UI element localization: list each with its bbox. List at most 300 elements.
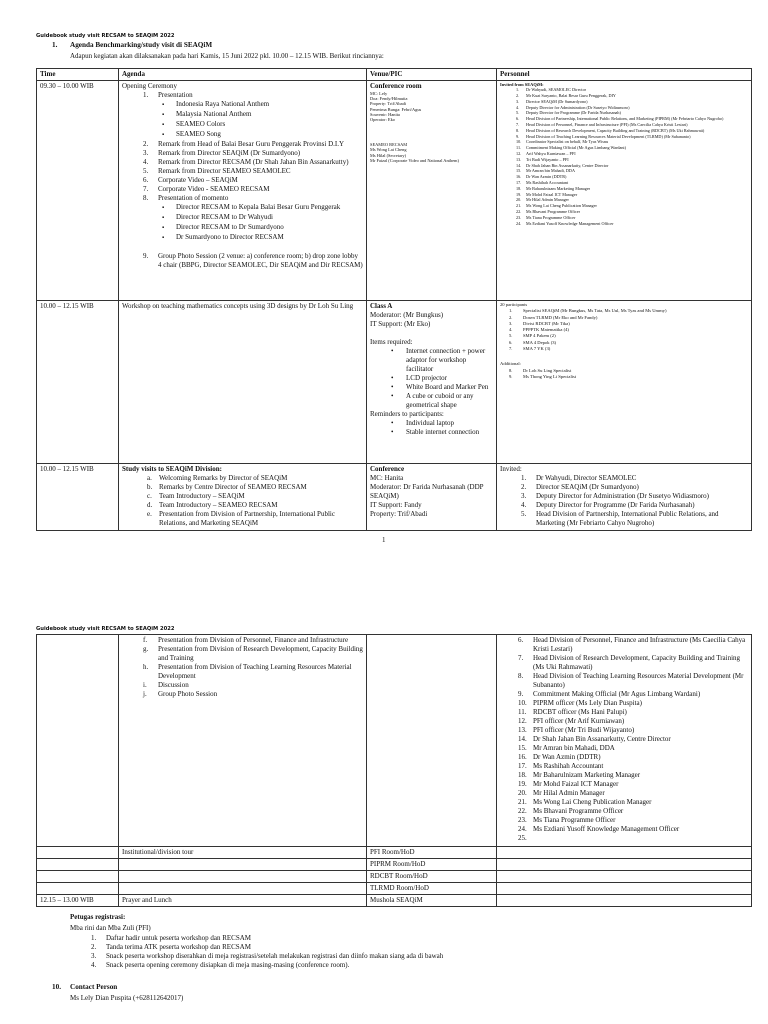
bullet-icon	[162, 203, 176, 213]
venue-line: Property: Trif/Abadi	[370, 101, 406, 107]
item-text: IT Support: (Mr Eko)	[370, 320, 431, 328]
item-text: Coordinator Specialist on behalf, Mr Tyas Wisnu	[526, 139, 609, 145]
venue-line: MC: Lely	[370, 91, 388, 96]
item-number: 2.	[509, 314, 513, 320]
item-number: 17.	[516, 179, 522, 185]
item-number: e.	[147, 510, 152, 518]
personnel-item	[500, 825, 748, 834]
item-number: 10.	[518, 699, 527, 707]
table-row-tour	[37, 859, 752, 871]
venue-line: MC: Hanita	[370, 474, 404, 482]
item-number: 19.	[518, 780, 527, 788]
item-text: Arif Wahyu Kurniawan – PFI	[526, 150, 576, 156]
item-number: 9.	[509, 373, 513, 379]
item-text: Ms Rashihah Accountant	[526, 179, 569, 185]
agenda-item	[122, 100, 363, 110]
venue-line: Ms Wong Lai Cheng	[370, 147, 407, 153]
venue-line: Property: Trif/Abadi	[370, 510, 428, 518]
item-text: Commitment Making Official (Mr Agus Limbang Wardani)	[526, 145, 626, 151]
personnel-item	[500, 798, 748, 807]
item-text: Ms Rashihah Accountant	[533, 762, 604, 770]
time-cell	[37, 847, 119, 859]
table-row-tour	[37, 871, 752, 883]
item-number: 4.	[516, 104, 520, 110]
registration-item	[70, 952, 670, 961]
bullet-icon	[391, 374, 406, 383]
item-number: 19.	[516, 191, 522, 197]
item-text: Presentation from Division of Partnership, International Public Relations, and Marketing SEAQiM	[159, 510, 335, 527]
item-number: 24.	[516, 220, 522, 226]
running-header: Guidebook study visit RECSAM to SEAQiM 2022	[36, 33, 175, 39]
venue-cell	[367, 464, 497, 531]
item-number: 13.	[518, 726, 527, 734]
agenda-item	[122, 194, 363, 203]
item-text: Head Division of Partnership, International Public Relations, and Marketing (PIPRM) (Mr Febriarto Cahyo Nugroho)	[526, 116, 724, 122]
item-number: a.	[147, 474, 152, 482]
item-number: f.	[143, 636, 148, 644]
item-number: 14.	[516, 162, 522, 168]
agenda-item	[122, 501, 363, 510]
item-text: Tri Budi Wijayanto – PFI	[526, 156, 569, 162]
item-text: Ms Ezdiani Yusoff Knowledge Management Officer	[526, 220, 614, 226]
personnel-heading: Invited:	[500, 465, 522, 473]
time-cell	[37, 635, 119, 847]
personnel-item-list	[500, 302, 748, 380]
item-number: 9.	[518, 690, 524, 698]
item-number: i.	[143, 681, 147, 689]
time-cell	[37, 871, 119, 883]
item-text: Head Division of Research Development, Capacity Building and Training (Ms Uki Rahmawati)	[533, 654, 741, 671]
registration-item	[70, 934, 670, 943]
item-text: Deputy Director for Administration (Dr Susetyo Widiasmoro)	[526, 104, 630, 110]
personnel-item	[500, 807, 748, 816]
item-text: LCD projector	[406, 374, 448, 382]
venue-line: IT Support: Fandy	[370, 501, 422, 509]
personnel-item	[500, 474, 748, 483]
agenda-item	[122, 110, 363, 120]
item-text: Additional:	[500, 361, 521, 367]
personnel-cell	[497, 301, 752, 464]
time-cell: 09.30 – 10.00 WIB	[37, 81, 119, 301]
venue-line	[370, 302, 493, 311]
item-number: 15.	[516, 168, 522, 174]
item-text: Presentation	[158, 91, 193, 99]
item-text: Head Division of Teaching Learning Resources Material Development (TLRMD) (Mr Subananto)	[526, 133, 691, 139]
item-text: Remark from Director RECSAM (Dr Shah Jahan Bin Assanarkutty)	[158, 158, 349, 166]
venue-line: Operator: Eko	[370, 117, 395, 123]
item-number: 5.	[143, 167, 149, 175]
venue-line-list	[370, 91, 493, 122]
item-text: White Board and Marker Pen	[406, 383, 489, 391]
item-number: 23.	[516, 214, 522, 220]
col-header-agenda: Agenda	[119, 69, 367, 81]
item-number: 1.	[91, 934, 97, 942]
agenda-item-list	[122, 82, 363, 270]
item-number: 8.	[518, 672, 524, 680]
item-text: Commitment Making Official (Mr Agus Limbang Wardani)	[533, 690, 701, 698]
agenda-item	[122, 233, 363, 243]
item-text: A cube or cuboid or any geometrical shape	[406, 392, 474, 409]
item-number: 8.	[516, 127, 520, 133]
agenda-cell: Institutional/division tour	[119, 847, 367, 859]
item-number: 20.	[516, 197, 522, 203]
item-number: 7.	[518, 654, 524, 662]
bullet-icon	[162, 213, 176, 223]
agenda-item	[122, 510, 363, 528]
item-text: Individual laptop	[406, 419, 455, 427]
item-text: Remarks by Centre Director of SEAMEO RECSAM	[159, 483, 307, 491]
item-number: 2.	[516, 93, 520, 98]
intro-text: Adapun kegiatan akan dilaksanakan pada hari Kamis, 15 Juni 2022 pkl. 10.00 – 12.15 WIB. Berikut rinciannya:	[70, 52, 384, 60]
item-number: 12.	[518, 717, 527, 725]
registration-item-list	[70, 934, 670, 970]
personnel-cell	[497, 883, 752, 895]
item-text: Dr Shah Jahan Bin Assanarkutty, Centre Director	[533, 735, 671, 743]
item-number: 24.	[518, 825, 527, 833]
venue-line	[370, 383, 493, 392]
item-text: Mr Amran bin Mahadi, DDA	[526, 168, 575, 174]
table-row-tour	[37, 883, 752, 895]
item-text: Opening Ceremony	[122, 82, 178, 90]
item-text: Head Division of Personnel, Finance and Infrastructure (PFI) (Ms Caecilia Cahya Kristi Lestari)	[526, 121, 688, 127]
item-number: 4.	[91, 961, 97, 969]
agenda-item	[122, 91, 363, 100]
venue-line-list	[370, 302, 493, 437]
item-text: Head Division of Personnel, Finance and Infrastructure (Ms Caecilia Cahya Kristi Lestari)	[533, 636, 746, 653]
venue-line	[370, 320, 493, 329]
table-row-study-visit	[37, 464, 752, 531]
item-text: Mr Kuat Suryanto, Balai Besar Guru Penggerak, DIY	[526, 93, 616, 98]
venue-line	[370, 410, 493, 419]
venue-line: Ms Hilal (Secretary)	[370, 152, 407, 158]
venue-line	[370, 338, 493, 347]
bullet-icon	[162, 100, 176, 110]
item-text: Internet connection + power adaptor for workshop facilitator	[406, 347, 486, 373]
item-text: Deputy Director for Administration (Dr Susetyo Widiasmoro)	[536, 492, 710, 500]
agenda-item	[122, 243, 363, 252]
col-header-venue: Venue/PIC	[367, 69, 497, 81]
item-number: 8.	[509, 367, 513, 373]
item-text: 20 participants	[500, 302, 528, 307]
agenda-item	[122, 223, 363, 233]
personnel-cell	[497, 464, 752, 531]
agenda-item	[122, 636, 363, 645]
item-text: Director RECSAM to Dr Sumardyono	[176, 223, 284, 231]
item-number: 15.	[518, 744, 527, 752]
item-number: c.	[147, 492, 152, 500]
item-number: 3.	[91, 952, 97, 960]
agenda-item	[122, 645, 363, 663]
personnel-item	[500, 717, 748, 726]
item-text: Moderator: (Mr Bungkus)	[370, 311, 444, 319]
item-number: 7.	[516, 121, 520, 127]
personnel-item	[500, 636, 748, 654]
agenda-item	[122, 483, 363, 492]
item-number: 18.	[518, 771, 527, 779]
personnel-item	[500, 690, 748, 699]
personnel-item-list	[500, 636, 748, 843]
item-text: PPPPTK Matematika (4)	[523, 327, 569, 333]
item-text: Head Division of Teaching Learning Resources Material Development (Mr Subananto)	[533, 672, 744, 689]
venue-title: Conference	[370, 465, 405, 473]
item-text: SMA 4 Depok (3)	[523, 339, 557, 345]
item-text: Ms Tiana Programme Officer	[526, 214, 576, 220]
item-number: b.	[147, 483, 153, 491]
agenda-cell: Workshop on teaching mathematics concepts using 3D designs by Dr Loh Su Ling	[119, 301, 367, 464]
bullet-icon	[162, 110, 176, 120]
item-number: 17.	[518, 762, 527, 770]
agenda-cell	[119, 871, 367, 883]
item-text: Dr Wahyudi, SEAMOLEC Director	[526, 87, 587, 93]
item-number: 9.	[516, 133, 520, 139]
item-text: Welcoming Remarks by Director of SEAQiM	[159, 474, 288, 482]
agenda-item	[122, 176, 363, 185]
item-text: Presentation from Division of Teaching Learning Resources Material Development	[158, 663, 352, 680]
item-text: Discussion	[158, 681, 189, 689]
item-text: RDCBT officer (Ms Hani Palupi)	[533, 708, 627, 716]
item-number: g.	[143, 645, 149, 653]
time-cell	[37, 859, 119, 871]
venue-line	[370, 392, 493, 410]
item-text: Remark from Director SEAQiM (Dr Sumardyono)	[158, 149, 301, 157]
contact-title: Contact Person	[70, 983, 118, 991]
agenda-cell	[119, 464, 367, 531]
bullet-icon	[391, 419, 406, 428]
item-text: Stable internet connection	[406, 428, 480, 436]
time-cell: 10.00 – 12.15 WIB	[37, 301, 119, 464]
agenda-table-continued	[36, 634, 752, 907]
personnel-item	[500, 374, 748, 380]
item-number: 4.	[143, 158, 149, 166]
registration-staff: Mba rini dan Mba Zuli (PFI)	[70, 924, 151, 932]
item-number: 5.	[516, 110, 520, 116]
venue-line: Souvenir: Hanita	[370, 111, 400, 117]
contact-value: Ms Lely Dian Puspita (+628112642017)	[70, 994, 184, 1002]
agenda-item	[122, 474, 363, 483]
personnel-item	[500, 352, 748, 361]
item-text: SEAMEO Song	[176, 130, 221, 138]
agenda-item	[122, 252, 363, 270]
item-text: Director SEAQiM (Dr Sumardyono)	[526, 98, 588, 104]
venue-line	[370, 329, 493, 338]
item-text: Deputy Director for Programme (Dr Farida Nurhasanah)	[536, 501, 695, 509]
item-text: Dr Loh Su Ling Specialist	[523, 367, 572, 373]
table-row-study-visit-cont	[37, 635, 752, 847]
agenda-item	[122, 185, 363, 194]
registration-title: Petugas registrasi:	[70, 913, 126, 921]
item-number: 3.	[143, 149, 149, 157]
item-text: Mr Baharulnizam Marketing Manager	[526, 185, 591, 191]
item-text: Dr Shah Jahan Bin Assanarkutty, Centre Director	[526, 162, 609, 168]
col-header-personnel: Personnel	[497, 69, 752, 81]
item-text: Malaysia National Anthem	[176, 110, 252, 118]
personnel-item	[500, 771, 748, 780]
item-text: SMP 4 Pakem (2)	[523, 333, 556, 339]
item-number: 21.	[518, 798, 527, 806]
venue-line: Mr Faizal (Corporate Video and National Anthem)	[370, 157, 459, 163]
agenda-item	[122, 158, 363, 167]
venue-cell	[367, 301, 497, 464]
item-number: 25.	[518, 834, 527, 842]
venue-line: Penerima Bunga: Febri/Agus	[370, 106, 422, 112]
agenda-item	[122, 82, 363, 91]
agenda-item	[122, 203, 363, 213]
item-text: Remark from Head of Balai Besar Guru Penggerak Provinsi D.I.Y	[158, 140, 345, 148]
item-text: Specialist SEAQiM (Mr Bungkus, Ms Tata, Ms Uul, Ms Tyas and Ms Ummy)	[523, 308, 667, 314]
personnel-item	[500, 753, 748, 762]
agenda-title: Study visits to SEAQiM Division:	[122, 465, 222, 473]
item-text: Ms Ezdiani Yusoff Knowledge Management Officer	[533, 825, 680, 833]
agenda-cell	[119, 883, 367, 895]
venue-cell	[367, 635, 497, 847]
item-number: 6.	[516, 116, 520, 122]
personnel-item	[500, 708, 748, 717]
item-text: Corporate Video – SEAQiM	[158, 176, 238, 184]
item-text: Snack peserta opening ceremony disiapkan di meja masing-masing (conference room).	[106, 961, 350, 969]
item-text: Mr Mohd Faizal ICT Manager	[526, 191, 578, 197]
agenda-item	[122, 690, 363, 699]
item-text: Director SEAQiM (Dr Sumardyono)	[536, 483, 639, 491]
item-text: Group Photo Session (2 venue: a) conference room; b) drop zone lobby 4 chair (BBPG, Director SEAMOLEC, Dir SEAQiM and Dir RECSAM)	[158, 252, 363, 269]
section-title: Agenda Benchmarking/study visit di SEAQiM	[70, 41, 213, 49]
personnel-cell	[497, 81, 752, 301]
item-text: Reminders to participants:	[370, 410, 444, 418]
agenda-item	[122, 149, 363, 158]
item-number: 7.	[509, 346, 513, 352]
personnel-item	[500, 735, 748, 744]
item-number: j.	[143, 690, 147, 698]
personnel-item	[500, 780, 748, 789]
item-text: Ms Bhavani Programme Officer	[526, 208, 580, 214]
item-text: Group Photo Session	[158, 690, 218, 698]
item-text: Presentation from Division of Research Development, Capacity Building and Training	[158, 645, 363, 662]
personnel-item	[500, 492, 748, 501]
personnel-cell	[497, 847, 752, 859]
venue-cell: Mushola SEAQiM	[367, 895, 497, 907]
registration-item	[70, 943, 670, 952]
personnel-item	[500, 654, 748, 672]
item-text: Daftar hadir untuk peserta workshop dan RECSAM	[106, 934, 252, 942]
bullet-icon	[162, 130, 176, 140]
venue-cell: PFI Room/HoD	[367, 847, 497, 859]
personnel-item	[500, 672, 748, 690]
personnel-cell	[497, 635, 752, 847]
venue-line	[370, 428, 493, 437]
agenda-item	[122, 213, 363, 223]
item-text: Dr Wahyudi, Director SEAMOLEC	[536, 474, 637, 482]
item-number: 4.	[509, 327, 513, 333]
item-text: Deputy Director for Programme (Dr Farida Nurhasanah)	[526, 110, 621, 116]
item-text: Class A	[370, 302, 393, 310]
item-text: Dr Wan Azmin (DDTR)	[526, 174, 567, 180]
contact-number: 10.	[52, 983, 61, 991]
item-text: Remark from Director SEAMEO SEAMOLEC	[158, 167, 291, 175]
agenda-cell	[119, 81, 367, 301]
item-text: Director RECSAM to Dr Wahyudi	[176, 213, 273, 221]
bullet-icon	[162, 233, 176, 243]
item-number: 1.	[516, 87, 520, 93]
item-number: 8.	[143, 194, 149, 202]
personnel-item	[500, 221, 748, 227]
item-text: Ms Wong Lai Cheng Publication Manager	[533, 798, 652, 806]
item-number: 2.	[521, 483, 527, 491]
personnel-cell	[497, 871, 752, 883]
personnel-item	[500, 816, 748, 825]
personnel-item	[500, 726, 748, 735]
agenda-item	[122, 140, 363, 149]
bullet-icon	[391, 392, 406, 410]
table-row-workshop	[37, 301, 752, 464]
item-text: Presentation of momento	[158, 194, 229, 202]
item-number: 3.	[516, 98, 520, 104]
item-text: Mr Amran bin Mahadi, DDA	[533, 744, 615, 752]
personnel-heading: Invited from SEAQiM:	[500, 82, 544, 87]
venue-cell: RDCBT Room/HoD	[367, 871, 497, 883]
item-number: 1.	[521, 474, 527, 482]
personnel-cell	[497, 859, 752, 871]
item-number: 6.	[509, 339, 513, 345]
registration-item	[70, 961, 670, 970]
venue-line	[370, 374, 493, 383]
item-text: Head Division of Research Development, Capacity Building and Training (RDCBT) (Ms Uki Rahmawati)	[526, 127, 705, 133]
item-number: 11.	[518, 708, 527, 716]
item-number: 20.	[518, 789, 527, 797]
agenda-cell: Prayer and Lunch	[119, 895, 367, 907]
table-row-lunch	[37, 895, 752, 907]
personnel-item-list	[500, 87, 748, 226]
venue-line-list	[370, 474, 493, 519]
venue-line: SEAMEO RECSAM	[370, 142, 408, 148]
bullet-icon	[162, 120, 176, 130]
item-text: Mr Baharulnizam Marketing Manager	[533, 771, 641, 779]
item-text: Ms Wong Lai Cheng Publication Manager	[526, 203, 597, 209]
personnel-item	[500, 501, 748, 510]
item-text: Presentation from Division of Personnel, Finance and Infrastructure	[158, 636, 349, 644]
item-text: Divisi RDCBT (Mr Tika)	[523, 320, 570, 326]
personnel-item	[500, 744, 748, 753]
item-text: Mr Hilal Admin Manager	[533, 789, 605, 797]
item-text: Dr Sumardyono to Director RECSAM	[176, 233, 284, 241]
agenda-item	[122, 167, 363, 176]
table-row-tour	[37, 847, 752, 859]
item-text: Dr Wan Azmin (DDTR)	[533, 753, 601, 761]
item-number: 2.	[143, 140, 149, 148]
item-text: Mr Hilal Admin Manager	[526, 197, 569, 203]
time-cell	[37, 883, 119, 895]
personnel-item	[500, 789, 748, 798]
personnel-item	[500, 510, 748, 528]
item-text: Ms Thong Ying Li Specialist	[523, 373, 577, 379]
col-header-time: Time	[37, 69, 119, 81]
item-text: Mr Mohd Faizal ICT Manager	[533, 780, 619, 788]
page-number: 1	[382, 536, 386, 544]
venue-line: Doa: Fendy/Hilmutia	[370, 96, 408, 102]
item-number: 9.	[143, 252, 149, 260]
time-cell: 10.00 – 12.15 WIB	[37, 464, 119, 531]
item-text	[533, 834, 748, 843]
item-number: 5.	[509, 333, 513, 339]
item-text: Director RECSAM to Kepala Balai Besar Guru Penggerak	[176, 203, 341, 211]
item-text: Corporate Video - SEAMEO RECSAM	[158, 185, 270, 193]
item-number: 1.	[509, 308, 513, 314]
item-text: Snack peserta workshop diserahkan di meja registrasi/setelah melakukan registrasi dan diinfo makan siang ada di bawah	[106, 952, 444, 960]
item-number: 18.	[516, 185, 522, 191]
item-number: 11.	[516, 145, 522, 151]
venue-line	[370, 311, 493, 320]
section-number: 1.	[52, 41, 58, 49]
venue-line	[370, 347, 493, 374]
item-number: 23.	[518, 816, 527, 824]
